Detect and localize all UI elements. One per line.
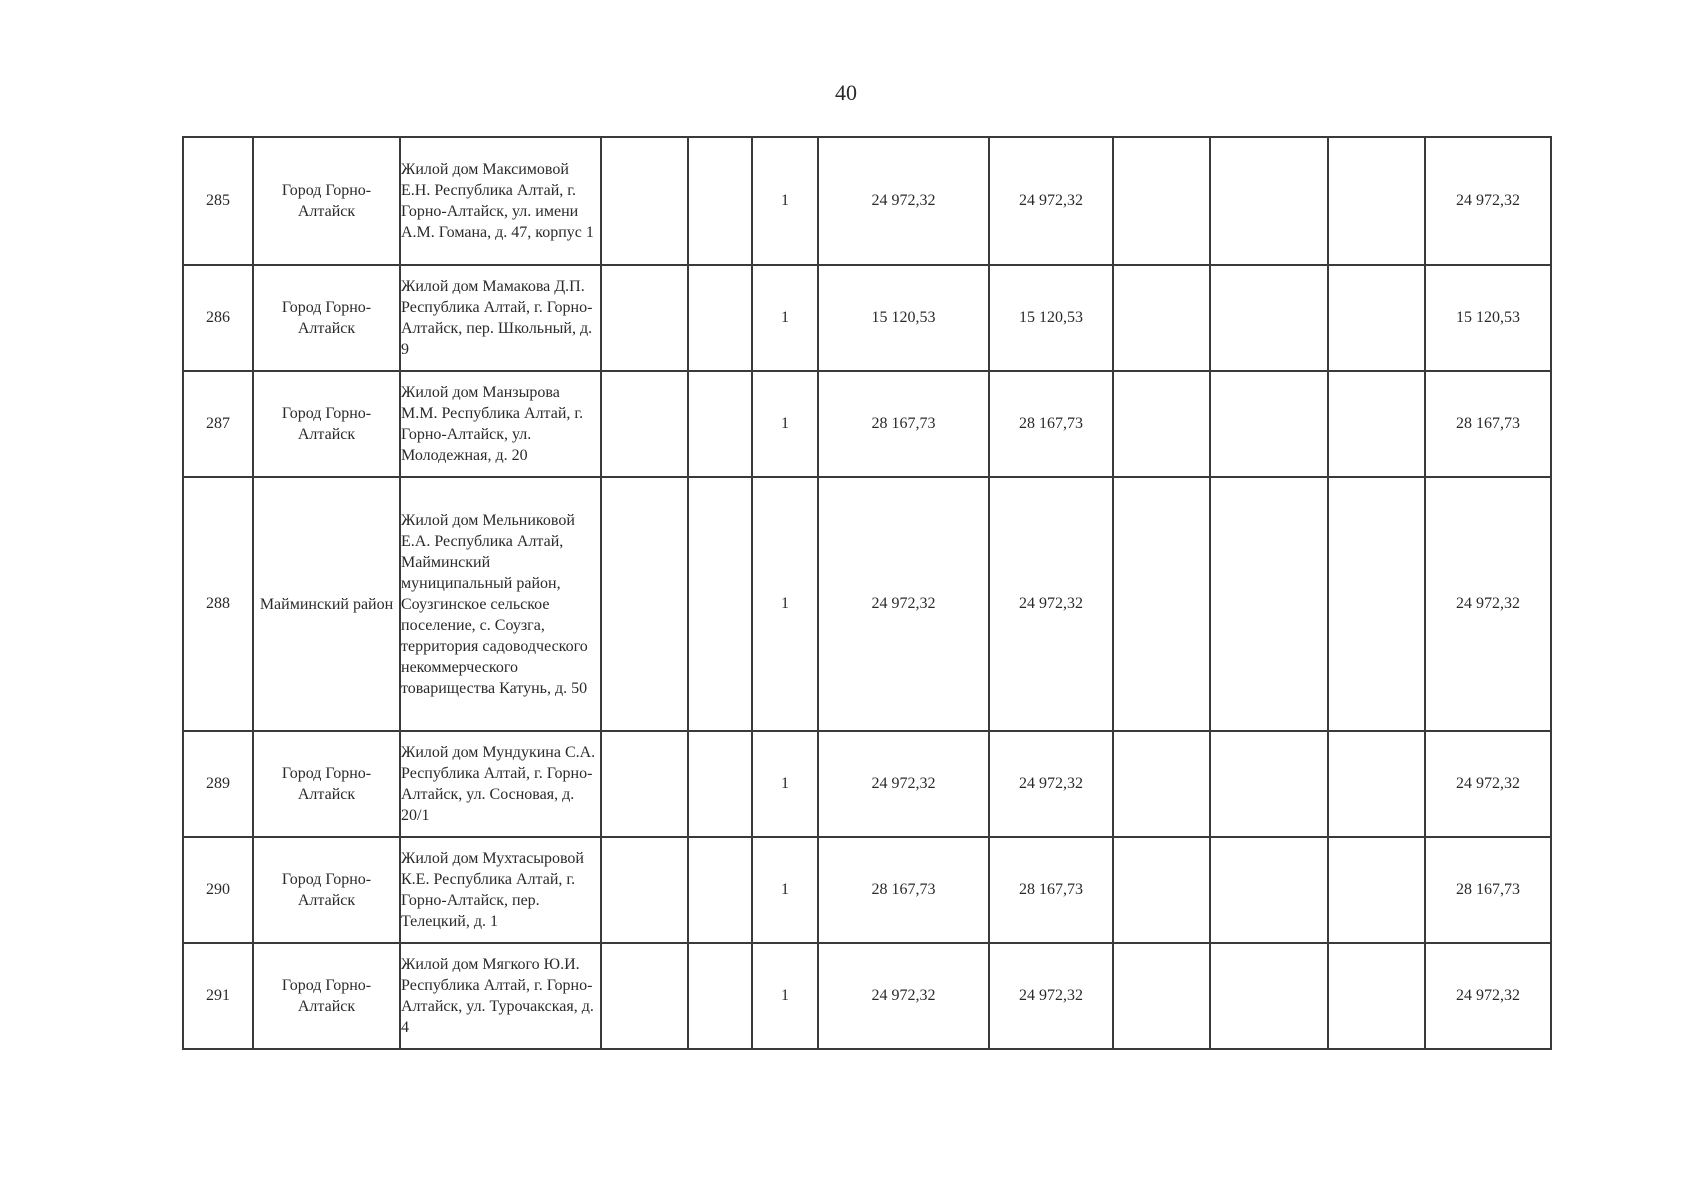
empty-cell <box>1210 371 1328 477</box>
empty-cell <box>1328 837 1425 943</box>
amount-cell: 24 972,32 <box>989 731 1113 837</box>
amount-cell: 24 972,32 <box>818 943 989 1049</box>
empty-cell <box>1210 477 1328 731</box>
empty-cell <box>1210 943 1328 1049</box>
empty-cell <box>601 477 688 731</box>
empty-cell <box>1113 477 1210 731</box>
total-cell: 28 167,73 <box>1425 837 1551 943</box>
total-cell: 24 972,32 <box>1425 943 1551 1049</box>
row-number: 288 <box>183 477 253 731</box>
count-cell: 1 <box>752 943 818 1049</box>
amount-cell: 24 972,32 <box>989 477 1113 731</box>
empty-cell <box>688 731 752 837</box>
empty-cell <box>1328 265 1425 371</box>
empty-cell <box>1113 943 1210 1049</box>
empty-cell <box>1210 837 1328 943</box>
total-cell: 24 972,32 <box>1425 731 1551 837</box>
municipality-cell: Город Горно-Алтайск <box>253 137 400 265</box>
count-cell: 1 <box>752 731 818 837</box>
empty-cell <box>688 137 752 265</box>
empty-cell <box>688 371 752 477</box>
empty-cell <box>601 265 688 371</box>
table-row <box>183 265 1551 371</box>
total-cell: 24 972,32 <box>1425 137 1551 265</box>
row-number: 291 <box>183 943 253 1049</box>
total-cell: 28 167,73 <box>1425 371 1551 477</box>
empty-cell <box>1328 371 1425 477</box>
empty-cell <box>1328 731 1425 837</box>
municipality-cell: Город Горно-Алтайск <box>253 837 400 943</box>
table-row <box>183 371 1551 477</box>
object-description-cell: Жилой дом Максимовой Е.Н. Республика Алтай, г. Горно-Алтайск, ул. имени А.М. Гомана, д. 47, корпус 1 <box>400 137 601 265</box>
amount-cell: 24 972,32 <box>818 731 989 837</box>
amount-cell: 24 972,32 <box>818 137 989 265</box>
empty-cell <box>1210 137 1328 265</box>
object-description-cell: Жилой дом Мухтасыровой К.Е. Республика Алтай, г. Горно-Алтайск, пер. Телецкий, д. 1 <box>400 837 601 943</box>
empty-cell <box>1210 265 1328 371</box>
municipality-cell: Город Горно-Алтайск <box>253 265 400 371</box>
object-description-cell: Жилой дом Мельниковой Е.А. Республика Алтай, Майминский муниципальный район, Соузгинское сельское поселение, с. Соузга, территория садоводческого некоммерческого товарищества Катунь, д. 50 <box>400 477 601 731</box>
empty-cell <box>688 265 752 371</box>
table-row <box>183 943 1551 1049</box>
empty-cell <box>1328 477 1425 731</box>
amount-cell: 28 167,73 <box>989 837 1113 943</box>
count-cell: 1 <box>752 371 818 477</box>
amount-cell: 15 120,53 <box>989 265 1113 371</box>
table-row <box>183 731 1551 837</box>
empty-cell <box>688 837 752 943</box>
table-row <box>183 137 1551 265</box>
total-cell: 15 120,53 <box>1425 265 1551 371</box>
empty-cell <box>601 137 688 265</box>
row-number: 287 <box>183 371 253 477</box>
empty-cell <box>1113 265 1210 371</box>
municipality-cell: Майминский район <box>253 477 400 731</box>
amount-cell: 28 167,73 <box>818 371 989 477</box>
row-number: 289 <box>183 731 253 837</box>
amount-cell: 24 972,32 <box>989 137 1113 265</box>
object-description-cell: Жилой дом Мягкого Ю.И. Республика Алтай, г. Горно-Алтайск, ул. Турочакская, д. 4 <box>400 943 601 1049</box>
empty-cell <box>601 371 688 477</box>
empty-cell <box>1113 371 1210 477</box>
empty-cell <box>1113 837 1210 943</box>
row-number: 285 <box>183 137 253 265</box>
object-description-cell: Жилой дом Мундукина С.А. Республика Алтай, г. Горно-Алтайск, ул. Сосновая, д. 20/1 <box>400 731 601 837</box>
amount-cell: 15 120,53 <box>818 265 989 371</box>
total-cell: 24 972,32 <box>1425 477 1551 731</box>
empty-cell <box>688 477 752 731</box>
amount-cell: 28 167,73 <box>818 837 989 943</box>
empty-cell <box>688 943 752 1049</box>
empty-cell <box>601 731 688 837</box>
empty-cell <box>1113 137 1210 265</box>
municipality-cell: Город Горно-Алтайск <box>253 371 400 477</box>
empty-cell <box>1210 731 1328 837</box>
empty-cell <box>1328 137 1425 265</box>
municipality-cell: Город Горно-Алтайск <box>253 731 400 837</box>
object-description-cell: Жилой дом Мамакова Д.П. Республика Алтай, г. Горно-Алтайск, пер. Школьный, д. 9 <box>400 265 601 371</box>
row-number: 290 <box>183 837 253 943</box>
amount-cell: 24 972,32 <box>989 943 1113 1049</box>
amount-cell: 24 972,32 <box>818 477 989 731</box>
register-table <box>182 136 1552 1050</box>
empty-cell <box>1113 731 1210 837</box>
count-cell: 1 <box>752 137 818 265</box>
empty-cell <box>1328 943 1425 1049</box>
table-row <box>183 837 1551 943</box>
amount-cell: 28 167,73 <box>989 371 1113 477</box>
table-row <box>183 477 1551 731</box>
empty-cell <box>601 837 688 943</box>
count-cell: 1 <box>752 837 818 943</box>
object-description-cell: Жилой дом Манзырова М.М. Республика Алтай, г. Горно-Алтайск, ул. Молодежная, д. 20 <box>400 371 601 477</box>
count-cell: 1 <box>752 265 818 371</box>
page-number: 40 <box>835 80 857 105</box>
count-cell: 1 <box>752 477 818 731</box>
row-number: 286 <box>183 265 253 371</box>
municipality-cell: Город Горно-Алтайск <box>253 943 400 1049</box>
empty-cell <box>601 943 688 1049</box>
